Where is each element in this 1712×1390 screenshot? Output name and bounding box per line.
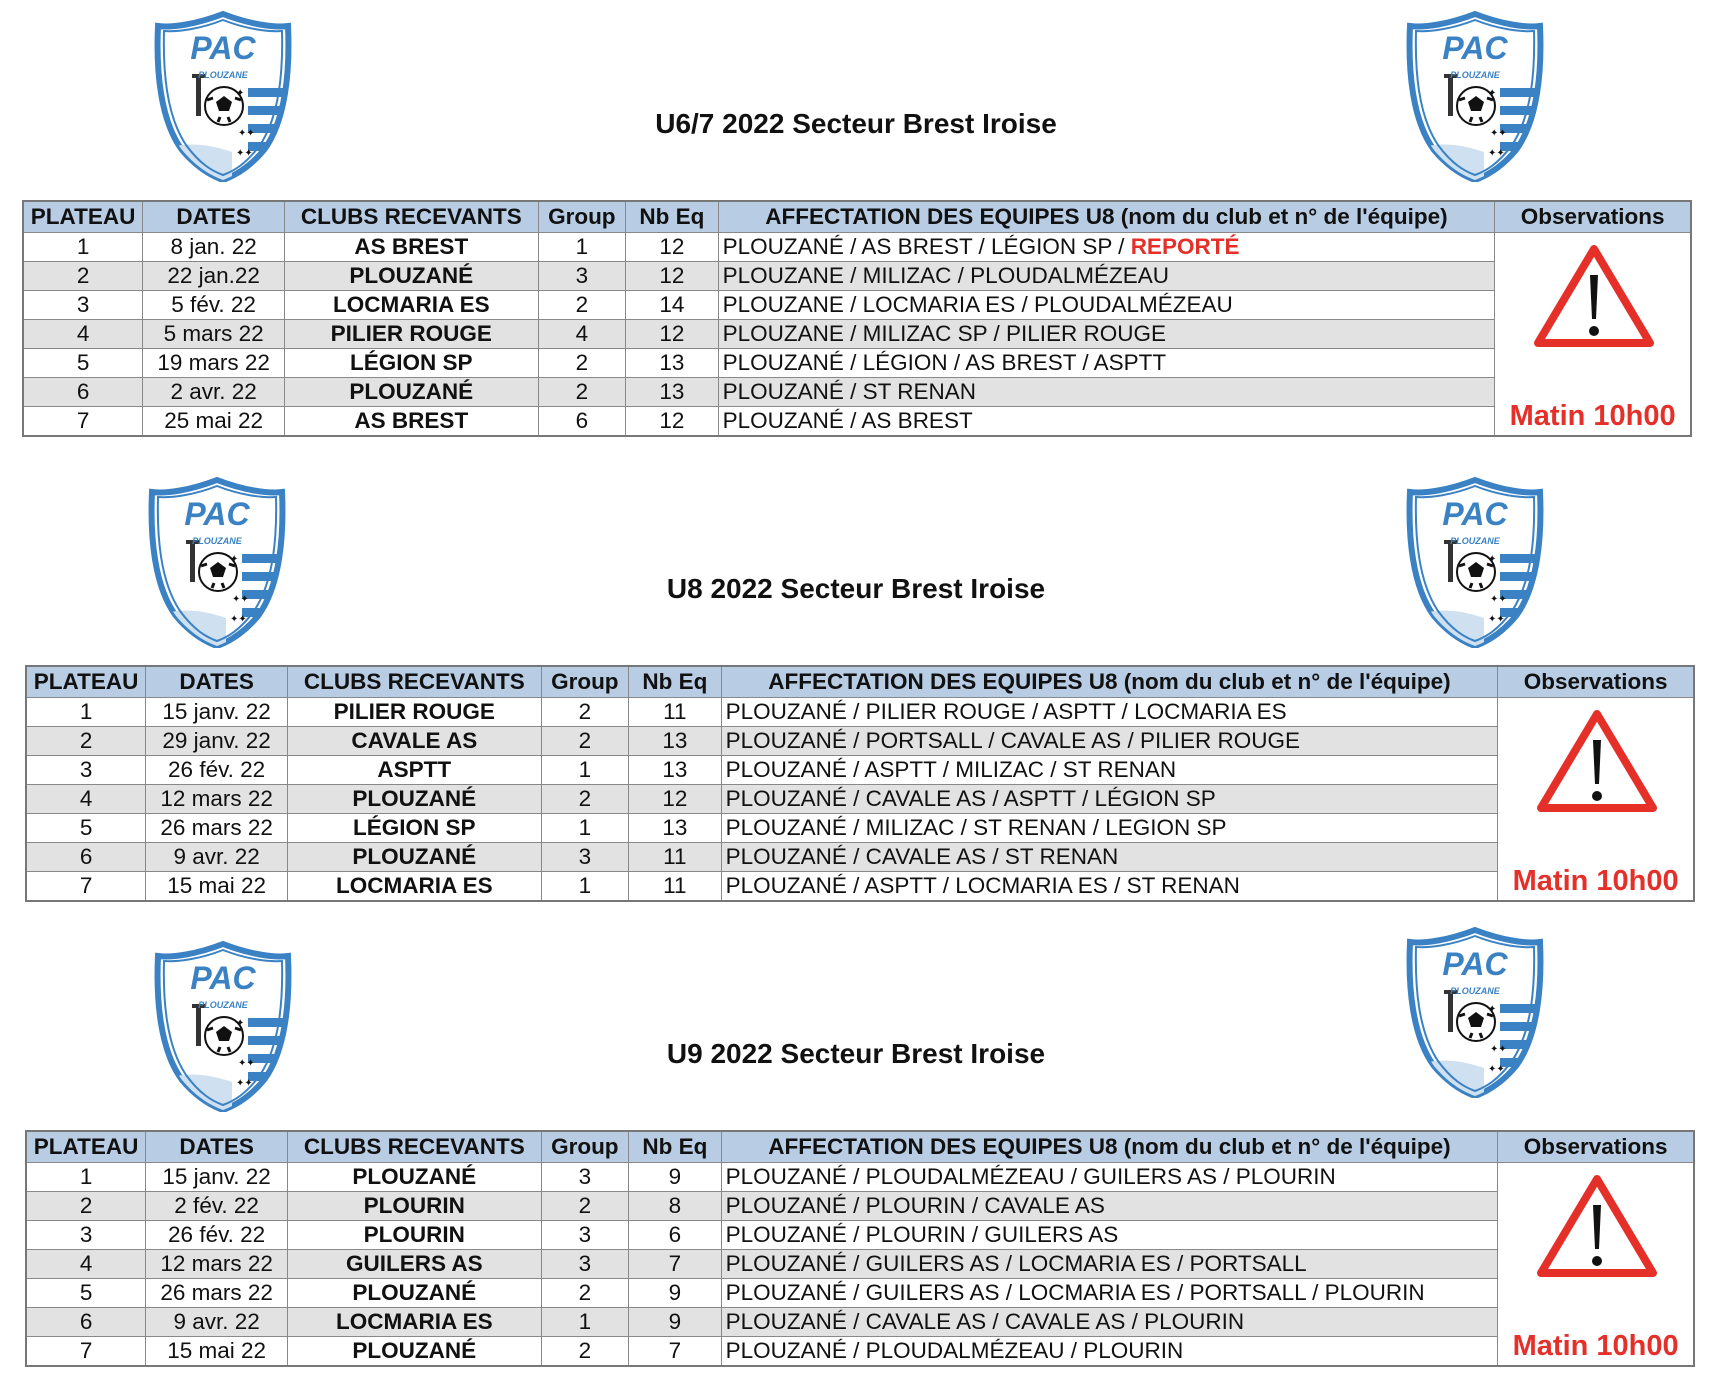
club-cell: AS BREST: [285, 233, 539, 262]
date-cell: 26 fév. 22: [146, 1221, 288, 1250]
nb-eq-cell: 12: [629, 785, 722, 814]
affectation-cell: [721, 1308, 1498, 1337]
observations-cell: [1495, 233, 1691, 437]
column-header: Group: [538, 201, 626, 233]
date-cell: 26 fév. 22: [146, 756, 288, 785]
logo-text-top: PAC: [190, 960, 256, 996]
table-row: [26, 1192, 1694, 1221]
club-cell: LOCMARIA ES: [288, 872, 542, 902]
affectation-cell: [718, 378, 1495, 407]
plateau-cell: 2: [26, 727, 146, 756]
date-cell: 8 jan. 22: [143, 233, 285, 262]
column-header: AFFECTATION DES EQUIPES U8 (nom du club et n° de l'équipe): [721, 1131, 1498, 1163]
club-cell: PLOURIN: [288, 1221, 542, 1250]
affectation-cell: [718, 233, 1495, 262]
affectation-text: PLOUZANÉ / MILIZAC / ST RENAN / LEGION SP: [725, 815, 1227, 840]
affectation-text: PLOUZANÉ / PORTSALL / CAVALE AS / PILIER ROUGE: [725, 728, 1300, 753]
club-cell: PLOUZANÉ: [288, 1163, 542, 1192]
club-cell: PLOUZANÉ: [288, 1279, 542, 1308]
column-header: Observations: [1498, 1131, 1694, 1163]
pac-plouzane-logo-right: [1404, 926, 1546, 1098]
group-cell: 1: [541, 1308, 629, 1337]
schedule-table: [25, 665, 1695, 902]
logo-text-bottom: PLOUZANE: [1450, 986, 1500, 996]
affectation-text: PLOUZANE / LOCMARIA ES / PLOUDALMÉZEAU: [722, 292, 1233, 317]
header-row: [26, 1131, 1694, 1163]
date-cell: 29 janv. 22: [146, 727, 288, 756]
affectation-cell: [721, 843, 1498, 872]
column-header: CLUBS RECEVANTS: [288, 1131, 542, 1163]
group-cell: 2: [541, 785, 629, 814]
table-row: [23, 233, 1691, 262]
nb-eq-cell: 7: [629, 1337, 722, 1367]
affectation-cell: [721, 1192, 1498, 1221]
plateau-cell: 5: [23, 349, 143, 378]
date-cell: 2 avr. 22: [143, 378, 285, 407]
date-cell: 9 avr. 22: [146, 1308, 288, 1337]
column-header: PLATEAU: [26, 1131, 146, 1163]
table-row: [23, 349, 1691, 378]
affectation-cell: [718, 407, 1495, 437]
logo-text-top: PAC: [1442, 946, 1508, 982]
section-title: U8 2022 Secteur Brest Iroise: [666, 573, 1046, 604]
plateau-cell: 5: [26, 1279, 146, 1308]
club-cell: ASPTT: [288, 756, 542, 785]
column-header: PLATEAU: [26, 666, 146, 698]
warning-icon: [1535, 1171, 1659, 1281]
pac-plouzane-logo-right: [1404, 476, 1546, 648]
plateau-cell: 6: [23, 378, 143, 407]
plateau-cell: 4: [26, 1250, 146, 1279]
reporte-alert: REPORTÉ: [1130, 234, 1240, 259]
logo-text-bottom: PLOUZANE: [198, 1000, 248, 1010]
table-row: [26, 843, 1694, 872]
affectation-cell: [721, 1279, 1498, 1308]
nb-eq-cell: 9: [629, 1279, 722, 1308]
group-cell: 3: [541, 843, 629, 872]
affectation-text: PLOUZANÉ / PLOURIN / CAVALE AS: [725, 1193, 1105, 1218]
club-cell: LÉGION SP: [288, 814, 542, 843]
nb-eq-cell: 11: [629, 872, 722, 902]
observations-cell: [1498, 1163, 1694, 1367]
plateau-cell: 2: [26, 1192, 146, 1221]
affectation-cell: [721, 1250, 1498, 1279]
date-cell: 15 janv. 22: [146, 1163, 288, 1192]
group-cell: 2: [541, 1337, 629, 1367]
affectation-text: PLOUZANÉ / PLOUDALMÉZEAU / PLOURIN: [725, 1338, 1184, 1363]
table-row: [26, 1221, 1694, 1250]
plateau-cell: 1: [23, 233, 143, 262]
column-header: Group: [541, 666, 629, 698]
club-cell: PILIER ROUGE: [285, 320, 539, 349]
club-cell: PLOURIN: [288, 1192, 542, 1221]
club-cell: AS BREST: [285, 407, 539, 437]
table-row: [26, 1163, 1694, 1192]
affectation-text: PLOUZANÉ / LÉGION / AS BREST / ASPTT: [722, 350, 1167, 375]
group-cell: 2: [541, 1192, 629, 1221]
pac-plouzane-logo-right: [1404, 10, 1546, 182]
date-cell: 2 fév. 22: [146, 1192, 288, 1221]
club-cell: PILIER ROUGE: [288, 698, 542, 727]
group-cell: 6: [538, 407, 626, 437]
table-row: [23, 291, 1691, 320]
plateau-cell: 1: [26, 698, 146, 727]
nb-eq-cell: 11: [629, 843, 722, 872]
date-cell: 15 mai 22: [146, 1337, 288, 1367]
plateau-cell: 7: [26, 872, 146, 902]
pac-plouzane-logo-left: [146, 476, 288, 648]
nb-eq-cell: 13: [626, 349, 719, 378]
schedule-table: [25, 1130, 1695, 1367]
group-cell: 1: [541, 756, 629, 785]
date-cell: 26 mars 22: [146, 1279, 288, 1308]
table-row: [26, 1308, 1694, 1337]
logo-text-top: PAC: [184, 496, 250, 532]
logo-text-bottom: PLOUZANE: [192, 536, 242, 546]
table-row: [26, 756, 1694, 785]
club-cell: LÉGION SP: [285, 349, 539, 378]
table-row: [26, 785, 1694, 814]
column-header: AFFECTATION DES EQUIPES U8 (nom du club et n° de l'équipe): [721, 666, 1498, 698]
nb-eq-cell: 12: [626, 407, 719, 437]
schedule-table: [22, 200, 1692, 437]
affectation-text: PLOUZANÉ / AS BREST: [722, 408, 973, 433]
affectation-cell: [721, 1163, 1498, 1192]
affectation-text: PLOUZANÉ / CAVALE AS / ASPTT / LÉGION SP: [725, 786, 1216, 811]
section-title: U6/7 2022 Secteur Brest Iroise: [655, 108, 1057, 139]
affectation-text: PLOUZANÉ / AS BREST / LÉGION SP /: [722, 234, 1131, 259]
affectation-cell: [721, 1337, 1498, 1367]
table-row: [26, 727, 1694, 756]
logo-text-top: PAC: [190, 30, 256, 66]
table-row: [26, 814, 1694, 843]
date-cell: 19 mars 22: [143, 349, 285, 378]
group-cell: 1: [538, 233, 626, 262]
column-header: DATES: [146, 666, 288, 698]
date-cell: 12 mars 22: [146, 1250, 288, 1279]
nb-eq-cell: 14: [626, 291, 719, 320]
pac-plouzane-logo-left: [152, 940, 294, 1112]
group-cell: 3: [541, 1221, 629, 1250]
plateau-cell: 4: [26, 785, 146, 814]
affectation-text: PLOUZANÉ / GUILERS AS / LOCMARIA ES / PORTSALL: [725, 1251, 1307, 1276]
nb-eq-cell: 9: [629, 1163, 722, 1192]
affectation-text: PLOUZANÉ / ST RENAN: [722, 379, 977, 404]
nb-eq-cell: 9: [629, 1308, 722, 1337]
observation-note: Matin 10h00: [1512, 1330, 1679, 1362]
plateau-cell: 3: [26, 756, 146, 785]
affectation-text: PLOUZANE / MILIZAC / PLOUDALMÉZEAU: [722, 263, 1169, 288]
date-cell: 9 avr. 22: [146, 843, 288, 872]
column-header: Observations: [1498, 666, 1694, 698]
affectation-text: PLOUZANÉ / GUILERS AS / LOCMARIA ES / PORTSALL / PLOURIN: [725, 1280, 1425, 1305]
table-row: [23, 378, 1691, 407]
table-row: [26, 872, 1694, 902]
plateau-cell: 6: [26, 843, 146, 872]
date-cell: 22 jan.22: [143, 262, 285, 291]
club-cell: PLOUZANÉ: [288, 1337, 542, 1367]
group-cell: 4: [538, 320, 626, 349]
affectation-cell: [721, 756, 1498, 785]
plateau-cell: 7: [26, 1337, 146, 1367]
affectation-cell: [721, 785, 1498, 814]
nb-eq-cell: 13: [626, 378, 719, 407]
affectation-text: PLOUZANÉ / CAVALE AS / ST RENAN: [725, 844, 1119, 869]
column-header: Nb Eq: [629, 1131, 722, 1163]
group-cell: 1: [541, 872, 629, 902]
observation-note: Matin 10h00: [1509, 400, 1676, 432]
affectation-cell: [721, 814, 1498, 843]
logo-text-top: PAC: [1442, 30, 1508, 66]
date-cell: 5 fév. 22: [143, 291, 285, 320]
observation-note: Matin 10h00: [1512, 865, 1679, 897]
column-header: Nb Eq: [626, 201, 719, 233]
nb-eq-cell: 12: [626, 262, 719, 291]
plateau-cell: 1: [26, 1163, 146, 1192]
logo-text-bottom: PLOUZANE: [1450, 536, 1500, 546]
header-row: [23, 201, 1691, 233]
column-header: Observations: [1495, 201, 1691, 233]
column-header: Group: [541, 1131, 629, 1163]
club-cell: CAVALE AS: [288, 727, 542, 756]
date-cell: 15 mai 22: [146, 872, 288, 902]
table-row: [23, 320, 1691, 349]
column-header: DATES: [143, 201, 285, 233]
affectation-text: PLOUZANÉ / CAVALE AS / CAVALE AS / PLOURIN: [725, 1309, 1245, 1334]
group-cell: 1: [541, 814, 629, 843]
club-cell: PLOUZANÉ: [288, 785, 542, 814]
club-cell: PLOUZANÉ: [285, 262, 539, 291]
table-row: [26, 1279, 1694, 1308]
affectation-text: PLOUZANÉ / ASPTT / MILIZAC / ST RENAN: [725, 757, 1177, 782]
affectation-cell: [721, 1221, 1498, 1250]
group-cell: 3: [538, 262, 626, 291]
affectation-cell: [718, 349, 1495, 378]
nb-eq-cell: 12: [626, 320, 719, 349]
nb-eq-cell: 6: [629, 1221, 722, 1250]
plateau-cell: 3: [23, 291, 143, 320]
table-row: [23, 407, 1691, 437]
nb-eq-cell: 13: [629, 814, 722, 843]
column-header: AFFECTATION DES EQUIPES U8 (nom du club et n° de l'équipe): [718, 201, 1495, 233]
column-header: Nb Eq: [629, 666, 722, 698]
group-cell: 2: [541, 727, 629, 756]
warning-icon: [1535, 706, 1659, 816]
nb-eq-cell: 12: [626, 233, 719, 262]
affectation-cell: [721, 727, 1498, 756]
pac-plouzane-logo-left: [152, 10, 294, 182]
affectation-cell: [718, 291, 1495, 320]
date-cell: 15 janv. 22: [146, 698, 288, 727]
group-cell: 2: [538, 291, 626, 320]
plateau-cell: 3: [26, 1221, 146, 1250]
nb-eq-cell: 8: [629, 1192, 722, 1221]
date-cell: 25 mai 22: [143, 407, 285, 437]
club-cell: LOCMARIA ES: [288, 1308, 542, 1337]
section-title: U9 2022 Secteur Brest Iroise: [666, 1038, 1046, 1069]
nb-eq-cell: 13: [629, 727, 722, 756]
logo-text-bottom: PLOUZANE: [198, 70, 248, 80]
group-cell: 2: [538, 378, 626, 407]
column-header: PLATEAU: [23, 201, 143, 233]
affectation-cell: [721, 872, 1498, 902]
logo-text-bottom: PLOUZANE: [1450, 70, 1500, 80]
group-cell: 2: [538, 349, 626, 378]
group-cell: 3: [541, 1163, 629, 1192]
nb-eq-cell: 13: [629, 756, 722, 785]
column-header: DATES: [146, 1131, 288, 1163]
date-cell: 26 mars 22: [146, 814, 288, 843]
table-row: [26, 698, 1694, 727]
club-cell: PLOUZANÉ: [288, 843, 542, 872]
affectation-cell: [718, 320, 1495, 349]
group-cell: 2: [541, 698, 629, 727]
observations-cell: [1498, 698, 1694, 902]
logo-text-top: PAC: [1442, 496, 1508, 532]
affectation-text: PLOUZANE / MILIZAC SP / PILIER ROUGE: [722, 321, 1167, 346]
date-cell: 5 mars 22: [143, 320, 285, 349]
plateau-cell: 5: [26, 814, 146, 843]
column-header: CLUBS RECEVANTS: [288, 666, 542, 698]
affectation-cell: [718, 262, 1495, 291]
plateau-cell: 4: [23, 320, 143, 349]
club-cell: GUILERS AS: [288, 1250, 542, 1279]
nb-eq-cell: 7: [629, 1250, 722, 1279]
plateau-cell: 2: [23, 262, 143, 291]
plateau-cell: 7: [23, 407, 143, 437]
date-cell: 12 mars 22: [146, 785, 288, 814]
club-cell: LOCMARIA ES: [285, 291, 539, 320]
group-cell: 3: [541, 1250, 629, 1279]
affectation-text: PLOUZANÉ / PLOUDALMÉZEAU / GUILERS AS / PLOURIN: [725, 1164, 1336, 1189]
column-header: CLUBS RECEVANTS: [285, 201, 539, 233]
table-row: [23, 262, 1691, 291]
nb-eq-cell: 11: [629, 698, 722, 727]
group-cell: 2: [541, 1279, 629, 1308]
affectation-text: PLOUZANÉ / ASPTT / LOCMARIA ES / ST RENAN: [725, 873, 1240, 898]
affectation-cell: [721, 698, 1498, 727]
club-cell: PLOUZANÉ: [285, 378, 539, 407]
affectation-text: PLOUZANÉ / PILIER ROUGE / ASPTT / LOCMARIA ES: [725, 699, 1287, 724]
table-row: [26, 1250, 1694, 1279]
table-row: [26, 1337, 1694, 1367]
warning-icon: [1532, 241, 1656, 351]
plateau-cell: 6: [26, 1308, 146, 1337]
affectation-text: PLOUZANÉ / PLOURIN / GUILERS AS: [725, 1222, 1119, 1247]
header-row: [26, 666, 1694, 698]
